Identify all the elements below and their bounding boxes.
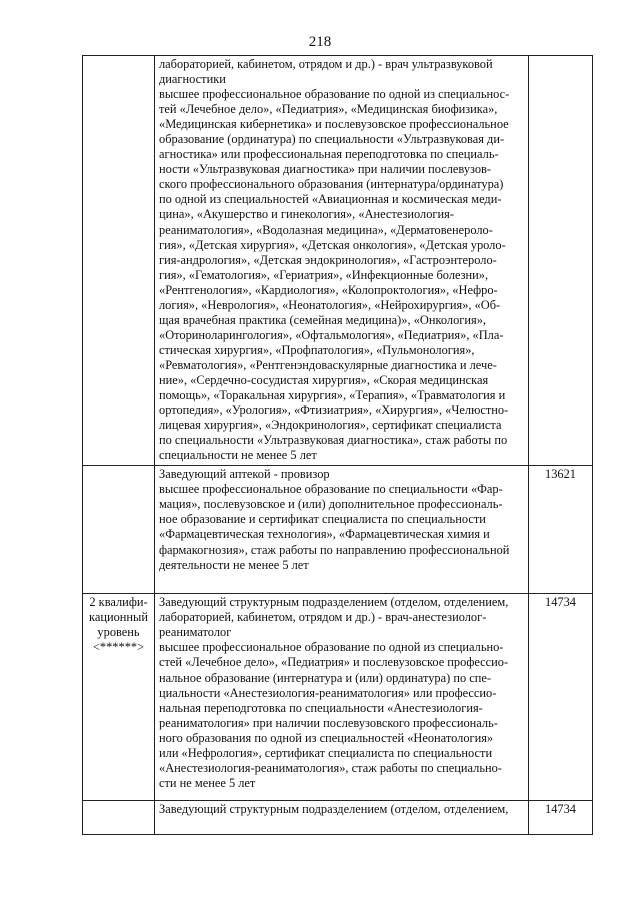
description-line: диагностики [159,72,226,87]
description-line: гия», «Гематология», «Гериатрия», «Инфекционные болезни», [159,267,489,282]
table-row [83,56,593,466]
description-line: циальности «Анестезиология-реаниматология» или профессио- [159,685,497,700]
description-line: логия», «Неврология», «Неонатология», «Нейрохирургия», «Об- [159,297,501,312]
description-line: помощь», «Торакальная хирургия», «Терапия», «Травматология и [159,388,506,403]
qualification-table [82,55,593,835]
description-line: лицевая хирургия», «Эндокринология», сертификат специалиста [159,418,502,433]
description-line: гия-андрология», «Детская эндокринология», «Гастроэнтероло- [159,252,497,267]
description-line: нальное образование (интернатура и (или) ординатура) по спе- [159,670,491,685]
description-line: Заведующий аптекой - провизор [159,467,330,482]
description-line: реаниматолог [159,625,232,640]
description-line: высшее профессиональное образование по специальности «Фар- [159,482,503,497]
description-line: лабораторией, кабинетом, отрядом и др.) - врач-анестезиолог- [159,610,487,625]
salary-value: 14734 [545,595,576,610]
description-line: фармакогнозия», стаж работы по направлению профессиональной [159,542,510,557]
description-line: лабораторией, кабинетом, отрядом и др.) - врач ультразвуковой [159,57,493,71]
table-row [83,594,593,801]
description-line: мация», послевузовское и (или) дополнительное профессиональ- [159,497,503,512]
description-cell [155,801,529,835]
level-cell [83,56,155,466]
description-cell [155,466,529,594]
description-line: «Фармацевтическая технология», «Фармацевтическая химия и [159,527,490,542]
level-cell [83,801,155,835]
description-line: «Медицинская кибернетика» и послевузовское профессиональное [159,117,509,132]
salary-cell [529,594,593,801]
description-line: высшее профессиональное образование по одной из специально- [159,640,504,655]
description-line: стическая хирургия», «Профпатология», «Пульмонология», [159,342,475,357]
description-line: ние», «Сердечно-сосудистая хирургия», «Скорая медицинская [159,372,489,387]
description-line: Заведующий структурным подразделением (отделом, отделением, [159,595,509,610]
description-line: ского профессионального образования (интернатура/ординатура) [159,177,504,192]
description-line: реаниматология», «Водолазная медицина», «Дерматовенероло- [159,222,493,237]
qualification-level-line: уровень [97,625,140,640]
table-row [83,466,593,594]
description-line: тей «Лечебное дело», «Педиатрия», «Медицинская биофизика», [159,102,498,117]
description-line: агностика» или профессиональная переподготовка по специаль- [159,147,499,162]
description-line: специальности не менее 5 лет [159,448,317,463]
salary-value: 14734 [545,802,576,817]
level-cell [83,594,155,801]
description-line: образование (ординатура) по специальности «Ультразвуковая ди- [159,132,505,147]
description-cell [155,594,529,801]
salary-cell [529,801,593,835]
description-line: «Рентгенология», «Кардиология», «Колопроктология», «Нефро- [159,282,498,297]
description-line: «Анестезиология-реаниматология», стаж работы по специально- [159,760,502,775]
qualification-level-line: кационный [88,610,148,625]
salary-cell [529,466,593,594]
description-line: деятельности не менее 5 лет [159,557,309,572]
description-line: щая врачебная практика (семейная медицина)», «Онкология», [159,312,486,327]
description-line: «Оториноларингология», «Офтальмология», «Педиатрия», «Пла- [159,327,504,342]
description-line: реаниматология» при наличии послевузовского профессиональ- [159,715,498,730]
description-line: высшее профессиональное образование по одной из специальнос- [159,87,510,102]
qualification-level-line: <******> [92,640,145,655]
level-cell [83,466,155,594]
description-line: «Ревматология», «Рентгенэндоваскулярные диагностика и лече- [159,357,497,372]
qualification-level-line: 2 квалифи- [89,595,148,610]
table-row [83,801,593,835]
description-line: ортопедия», «Урология», «Фтизиатрия», «Хирургия», «Челюстно- [159,403,509,418]
description-cell [155,56,529,466]
page-number: 218 [308,34,332,50]
description-line: цина», «Акушерство и гинекология», «Анестезиология- [159,207,454,222]
description-line: по специальности «Ультразвуковая диагностика», стаж работы по [159,433,508,448]
description-line: или «Нефрология», сертификат специалиста по специальности [159,745,493,760]
description-line: ного образования по одной из специальностей «Неонатология» [159,730,494,745]
description-line: стей «Лечебное дело», «Педиатрия» и послевузовское профессио- [159,655,509,670]
description-line: по одной из специальностей «Авиационная и космическая меди- [159,192,502,207]
description-line: ное образование и сертификат специалиста по специальности [159,512,486,527]
salary-cell [529,56,593,466]
salary-value: 13621 [545,467,576,482]
description-line: нальная переподготовка по специальности «Анестезиология- [159,700,483,715]
description-line: гия», «Детская хирургия», «Детская онкология», «Детская уроло- [159,237,506,252]
description-line: ности «Ультразвуковая диагностика» при наличии послевузов- [159,162,492,177]
description-line: сти не менее 5 лет [159,775,256,790]
description-line: Заведующий структурным подразделением (отделом, отделением, [159,802,509,817]
